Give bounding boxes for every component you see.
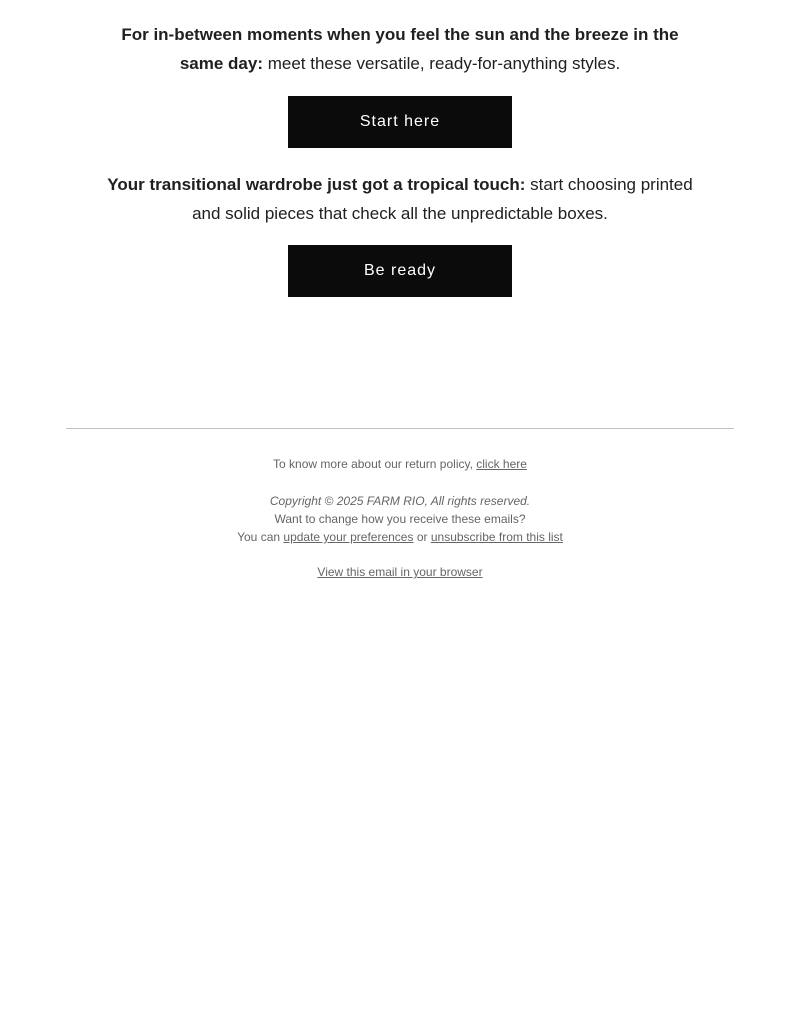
view-in-browser-link[interactable]: View this email in your browser	[317, 565, 483, 579]
or-text: or	[416, 530, 428, 544]
return-policy-line	[0, 457, 800, 472]
email-footer	[0, 457, 800, 580]
update-preferences-link[interactable]: update your preferences	[283, 530, 414, 544]
intro-paragraph-1	[100, 20, 700, 78]
start-here-button[interactable]: Start here	[288, 96, 512, 148]
intro-paragraph-2	[100, 170, 700, 228]
view-browser-line	[0, 565, 800, 580]
return-policy-text: To know more about our return policy,	[273, 457, 473, 471]
email-body	[0, 20, 800, 580]
copyright-block	[0, 492, 800, 546]
change-emails-question: Want to change how you receive these emails?	[274, 512, 526, 526]
preferences-line	[0, 528, 800, 546]
intro-paragraph-1-bold: For in-between moments when you feel the sun and the breeze in the same day:	[121, 25, 679, 73]
you-can-text: You can	[237, 530, 281, 544]
be-ready-button[interactable]: Be ready	[288, 245, 512, 297]
intro-paragraph-2-bold: Your transitional wardrobe just got a tropical touch:	[107, 175, 526, 194]
copyright-line: Copyright © 2025 FARM RIO, All rights reserved.	[269, 494, 531, 508]
intro-paragraph-1-rest: meet these versatile, ready-for-anything styles.	[267, 54, 621, 73]
intro-paragraph-2-rest: start choosing printed and solid pieces that check all the unpredictable boxes.	[192, 175, 693, 223]
click-here-link[interactable]: click here	[476, 457, 527, 471]
footer-divider	[66, 428, 734, 429]
unsubscribe-link[interactable]: unsubscribe from this list	[430, 530, 563, 544]
